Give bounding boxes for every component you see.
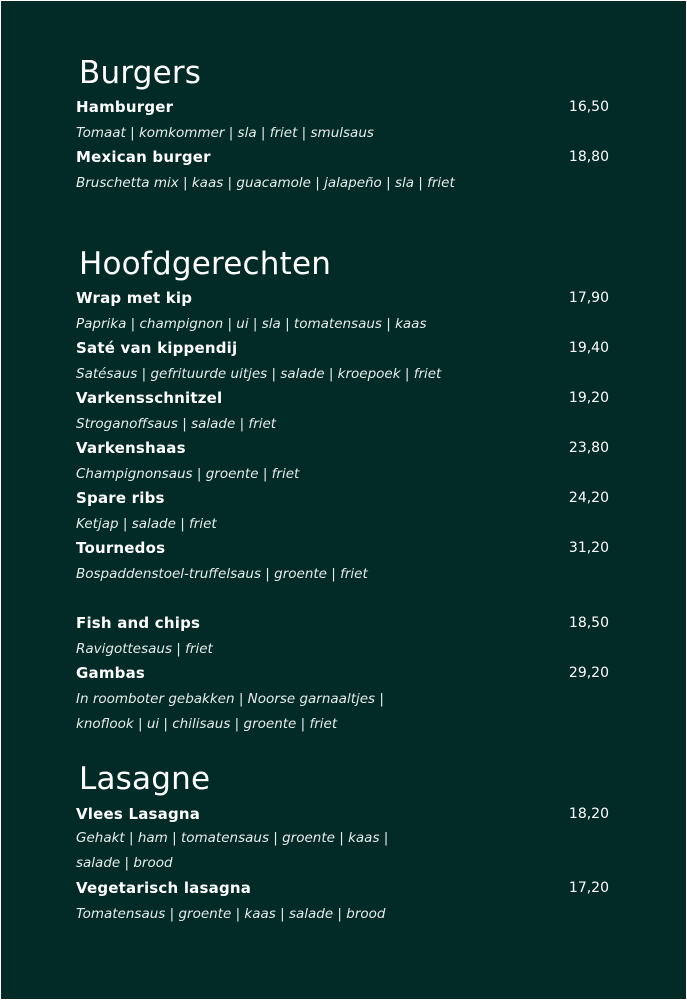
item-name: Varkensschnitzel (76, 389, 223, 407)
menu-item-sate-van-kippendij (76, 337, 609, 387)
item-price: 16,50 (568, 99, 609, 115)
item-description-line: Gehakt | ham | tomatensaus | groente | kaas | (76, 830, 389, 846)
item-price: 18,50 (568, 615, 609, 631)
item-price: 24,20 (568, 490, 609, 506)
item-name: Wrap met kip (76, 289, 193, 307)
item-name: Spare ribs (76, 489, 165, 507)
item-description: Tomatensaus | groente | kaas | salade | brood (76, 906, 386, 922)
menu-item-vegetarisch-lasagna (76, 877, 609, 927)
item-name: Mexican burger (76, 148, 211, 166)
menu-item-fish-and-chips (76, 612, 609, 662)
item-description: Tomaat | komkommer | sla | friet | smulsaus (76, 125, 374, 141)
item-price: 17,20 (568, 880, 609, 896)
item-price: 29,20 (568, 665, 609, 681)
item-name: Gambas (76, 664, 146, 682)
menu-item-vlees-lasagna (76, 803, 609, 876)
item-description-line: salade | brood (76, 855, 173, 871)
section-title-hoofdgerechten: Hoofdgerechten (79, 246, 332, 282)
item-price: 19,40 (568, 340, 609, 356)
item-price: 31,20 (568, 540, 609, 556)
menu-item-hamburger (76, 96, 609, 146)
item-name: Fish and chips (76, 614, 201, 632)
section-title-lasagne: Lasagne (79, 761, 211, 797)
item-name: Tournedos (76, 539, 166, 557)
menu-item-wrap-met-kip (76, 287, 609, 337)
item-price: 23,80 (568, 440, 609, 456)
menu-item-mexican-burger (76, 146, 609, 196)
item-description-line: In roomboter gebakken | Noorse garnaaltjes | (76, 691, 384, 707)
menu-item-gambas (76, 662, 609, 737)
item-description: Paprika | champignon | ui | sla | tomatensaus | kaas (76, 316, 427, 332)
menu-item-varkenshaas (76, 437, 609, 487)
item-description: Bospaddenstoel-truffelsaus | groente | friet (76, 566, 368, 582)
item-price: 19,20 (568, 390, 609, 406)
menu-page (1, 1, 686, 999)
item-description (76, 687, 609, 737)
item-name: Vlees Lasagna (76, 805, 201, 823)
item-description: Bruschetta mix | kaas | guacamole | jalapeño | sla | friet (76, 175, 455, 191)
item-description (76, 826, 609, 876)
menu-item-varkensschnitzel (76, 387, 609, 437)
item-description: Stroganoffsaus | salade | friet (76, 416, 277, 432)
item-description-line: knoflook | ui | chilisaus | groente | friet (76, 716, 338, 732)
item-name: Saté van kippendij (76, 339, 238, 357)
item-name: Varkenshaas (76, 439, 186, 457)
item-name: Hamburger (76, 98, 174, 116)
section-title-burgers: Burgers (79, 55, 202, 91)
item-price: 18,20 (568, 806, 609, 822)
item-description: Satésaus | gefrituurde uitjes | salade | kroepoek | friet (76, 366, 442, 382)
item-description: Ketjap | salade | friet (76, 516, 217, 532)
item-name: Vegetarisch lasagna (76, 879, 252, 897)
item-description: Ravigottesaus | friet (76, 641, 213, 657)
menu-item-tournedos (76, 537, 609, 587)
item-description: Champignonsaus | groente | friet (76, 466, 300, 482)
menu-item-spare-ribs (76, 487, 609, 537)
item-price: 17,90 (568, 290, 609, 306)
item-price: 18,80 (568, 149, 609, 165)
